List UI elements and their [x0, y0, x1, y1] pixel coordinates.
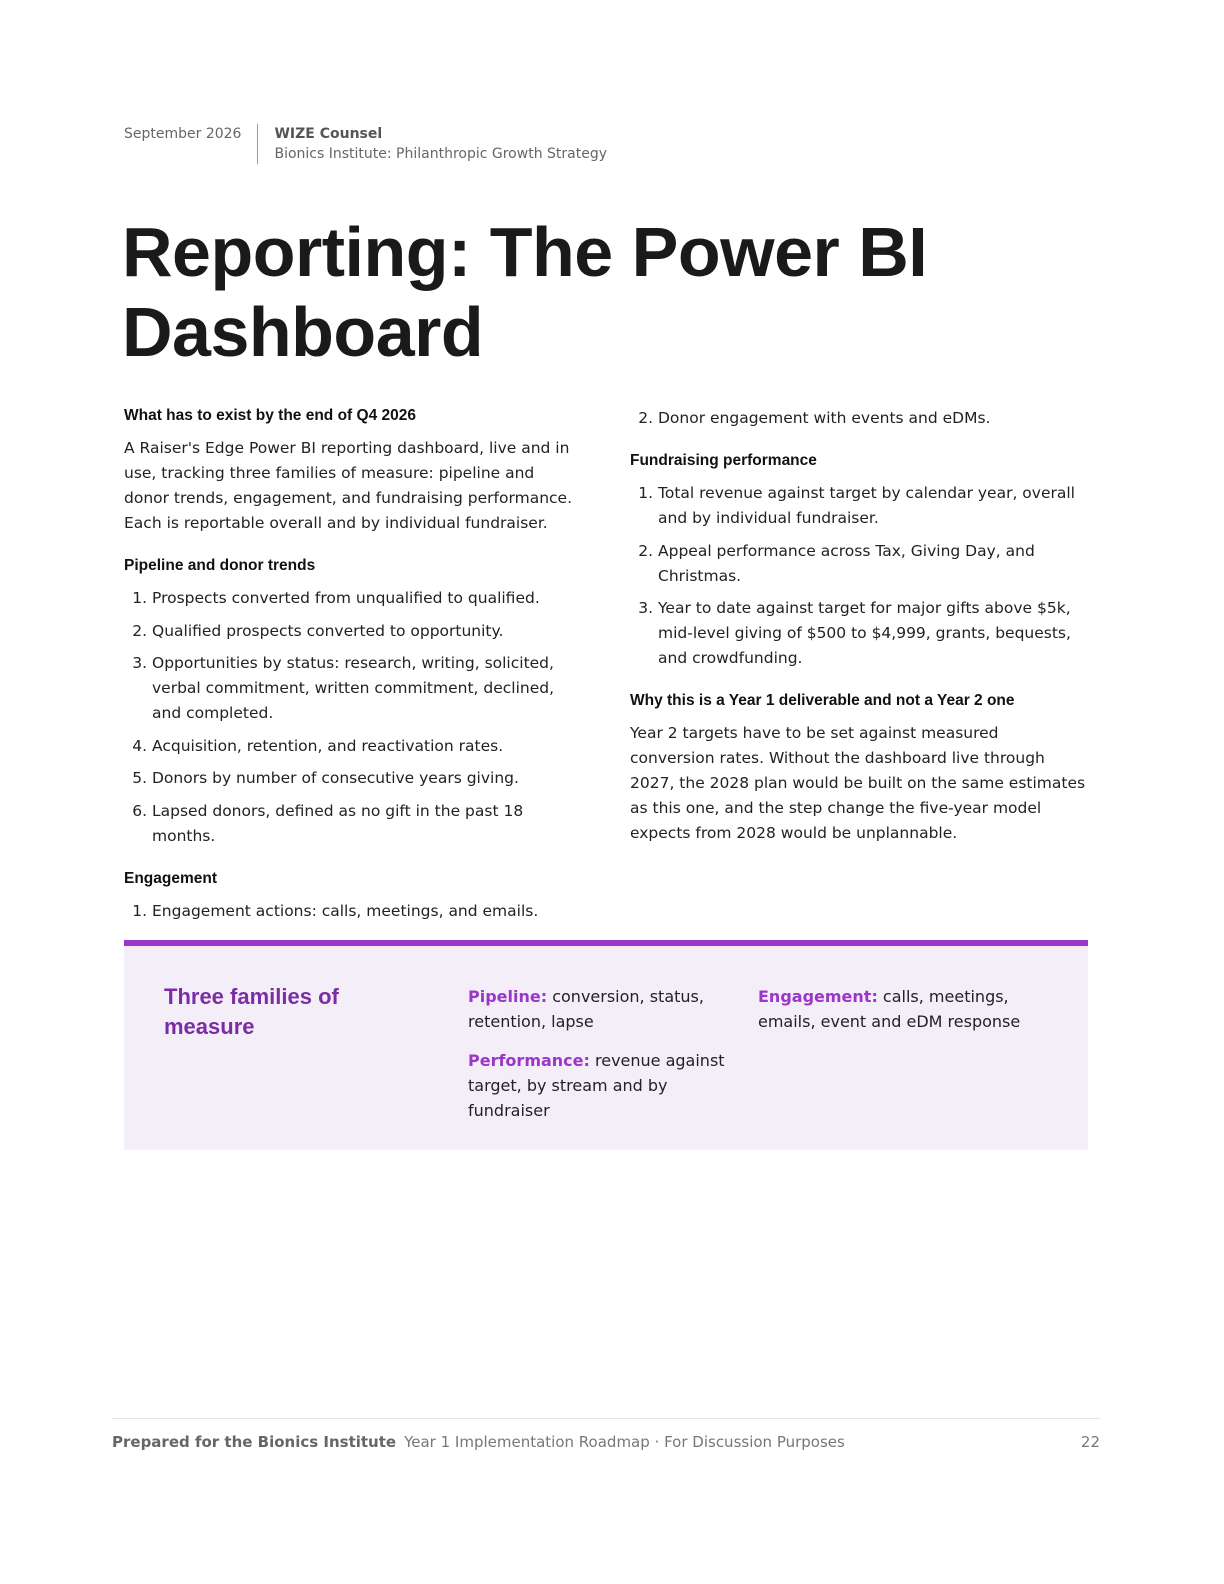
- list-item: 1. Engagement actions: calls, meetings, and emails.: [152, 899, 582, 924]
- list-item: 1. Total revenue against target by calendar year, overall and by individual fundraiser.: [658, 481, 1088, 531]
- left-column: [124, 404, 582, 942]
- header-date: September 2026: [124, 124, 258, 164]
- section-heading-performance: Fundraising performance: [630, 452, 817, 469]
- callout-engagement: [758, 984, 1028, 1034]
- section-heading-deliverable: What has to exist by the end of Q4 2026: [124, 407, 416, 424]
- footer-prepared: Prepared for the Bionics Institute: [112, 1433, 397, 1451]
- callout-performance-text: revenue against target, by stream and by fundraiser: [468, 1051, 725, 1120]
- callout-performance: [468, 1048, 738, 1123]
- page-title: Reporting: The Power BI Dashboard: [122, 213, 928, 371]
- list-item: 6. Lapsed donors, defined as no gift in the past 18 months.: [152, 799, 582, 849]
- list-item: 3. Year to date against target for major gifts above $5k, mid-level giving of $500 to $4,999, grants, bequests, and crowdfunding.: [658, 596, 1088, 671]
- callout-pipeline-text: conversion, status, retention, lapse: [468, 987, 704, 1031]
- header-subtitle: Bionics Institute: Philanthropic Growth Strategy: [274, 146, 607, 162]
- intro-paragraph: A Raiser's Edge Power BI reporting dashboard, live and in use, tracking three families of measure: pipeline and donor trends, engagement, and fundraising performance. Each is reportable overall and by individual fundraiser.: [124, 439, 573, 532]
- list-item: 2. Appeal performance across Tax, Giving Day, and Christmas.: [658, 539, 1088, 589]
- header-org-block: [274, 124, 607, 164]
- section-heading-why: Why this is a Year 1 deliverable and not a Year 2 one: [630, 692, 1015, 709]
- list-item: 2. Donor engagement with events and eDMs.: [658, 406, 1088, 431]
- footer-divider: [112, 1418, 1100, 1419]
- callout-title: Three families of measure: [164, 984, 339, 1039]
- pipeline-list: [124, 586, 582, 849]
- footer-doc-title: Year 1 Implementation Roadmap · For Discussion Purposes: [404, 1433, 845, 1451]
- page-footer: [112, 1433, 1100, 1451]
- section-heading-pipeline: Pipeline and donor trends: [124, 557, 316, 574]
- page-header: [124, 124, 607, 164]
- engagement-list: [124, 899, 582, 924]
- why-paragraph: Year 2 targets have to be set against measured conversion rates. Without the dashboard live through 2027, the 2028 plan would be built on the same estimates as this one, and the step change the five-year model expects from 2028 would be unplannable.: [630, 724, 1086, 842]
- list-item: 1. Prospects converted from unqualified to qualified.: [152, 586, 582, 611]
- callout-engagement-key: Engagement:: [758, 987, 878, 1006]
- right-column: [630, 406, 1088, 864]
- list-item: 4. Acquisition, retention, and reactivation rates.: [152, 734, 582, 759]
- performance-list: [630, 481, 1088, 671]
- callout-box: [124, 940, 1088, 1150]
- list-item: 3. Opportunities by status: research, writing, solicited, verbal commitment, written commitment, declined, and completed.: [152, 651, 582, 726]
- section-heading-engagement: Engagement: [124, 869, 218, 887]
- callout-engagement-text: calls, meetings, emails, event and eDM response: [758, 987, 1021, 1031]
- list-item: 2. Qualified prospects converted to opportunity.: [152, 619, 582, 644]
- list-item: 5. Donors by number of consecutive years giving.: [152, 766, 582, 791]
- page-number: 22: [1080, 1433, 1100, 1451]
- header-org-name: WIZE Counsel: [274, 126, 383, 142]
- callout-pipeline-key: Pipeline:: [468, 987, 548, 1006]
- engagement-list-continued: [630, 406, 1088, 431]
- callout-pipeline: [468, 984, 738, 1034]
- callout-performance-key: Performance:: [468, 1051, 590, 1070]
